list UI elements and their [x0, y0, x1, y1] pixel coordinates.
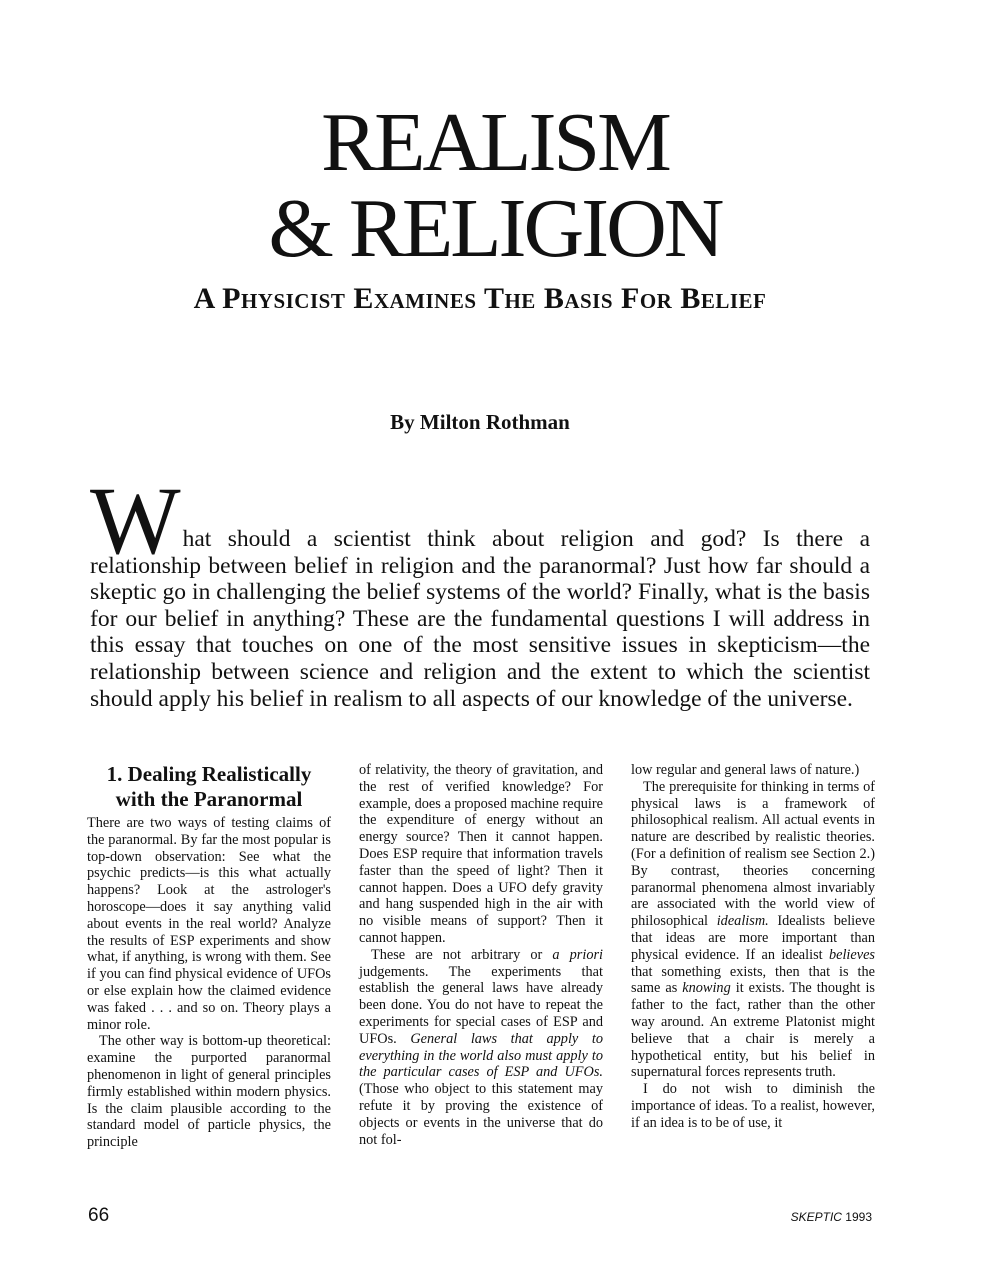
column-2: [359, 762, 603, 1148]
paragraph: The other way is bottom-up theoretical: examine the purported paranormal phenomenon in light of general principles firmly established within modern physics. Is the claim plausible according to the standard model of particle physics, the principle: [87, 1033, 331, 1151]
text-run: The prerequisite for thinking in terms of physical laws is a framework of philosophical realism. All actual events in nature are described by realistic theories. (For a definition of realism see Section 2.) By contrast, theories concerning paranormal phenomena almost invariably are associated with the world view of philosophical: [631, 778, 875, 930]
article-title-line-1: REALISM: [321, 96, 669, 189]
emphasis: a priori: [552, 946, 604, 963]
paragraph: I do not wish to diminish the importance of ideas. To a realist, however, if an idea is to be of use, it: [631, 1081, 875, 1131]
column-1: [87, 762, 331, 1151]
magazine-name: SKEPTIC: [790, 1210, 842, 1224]
section-heading-line-1: 1. Dealing Realistically: [106, 762, 312, 786]
page-number: 66: [88, 1205, 110, 1226]
section-heading-line-2: with the Paranormal: [115, 787, 303, 811]
paragraph: of relativity, the theory of gravitation, and the rest of verified knowledge? For example, does a proposed machine require the expenditure of energy without an energy source? Then it cannot happen. Does ESP require that information travels faster than the speed of light? Then it cannot happen. Does a UFO defy gravity and hang suspended high in the air with no visible means of support? Then it cannot happen.: [359, 762, 603, 946]
publication-info: [770, 1210, 872, 1224]
emphasis: General laws that apply to everything in the world also must apply to the particular cases of ESP and UFOs.: [359, 1030, 603, 1081]
article-subtitle: A Physicist Examines The Basis For Belief: [193, 282, 767, 315]
byline: By Milton Rothman: [390, 410, 570, 434]
article-title-line-2: & RELIGION: [268, 182, 722, 275]
paragraph: [631, 779, 875, 1081]
paragraph: There are two ways of testing claims of the paranormal. By far the most popular is top-down observation: See what the psychic predicts—is this what actually happens? Look at the astrologer's horoscope—does it say anything valid about events in the real world? Analyze the results of ESP experiments and show what, if anything, is wrong with them. See if you can find physical evidence of UFOs or else explain how the claimed evidence was faked . . . and so on. Theory plays a minor role.: [87, 815, 331, 1033]
emphasis: idealism.: [716, 913, 769, 930]
emphasis: knowing: [682, 980, 731, 997]
text-run: These are not arbitrary or: [371, 946, 553, 963]
text-run: Idealists believe that ideas are more important than physical evidence. If an idealist: [631, 913, 875, 963]
intro-text: hat should a scientist think about religion and god? Is there a relationship between belief in religion and the paranormal? Just how far should a skeptic go in challenging the belief systems of the world? Finally, what is the basis for our belief in anything? These are the fundamental questions I will address in this essay that touches on one of the most sensitive issues in skepticism—the relationship between science and religion and the extent to which the scientist should apply his belief in realism to all aspects of our knowledge of the universe.: [90, 526, 870, 712]
text-run: judgements. The experiments that establish the general laws have already been done. You do not have to repeat the experiments for special cases of ESP and UFOs.: [359, 963, 603, 1047]
drop-cap: W: [90, 467, 181, 574]
text-run: that something exists, then that is the same as: [631, 963, 875, 997]
paragraph: [359, 947, 603, 1149]
text-run: (Those who object to this statement may refute it by proving the existence of objects or events in the universe that do not fol-: [359, 1081, 603, 1148]
column-3: [631, 762, 875, 1132]
section-heading: [87, 762, 331, 812]
emphasis: believes: [828, 946, 875, 963]
paragraph: low regular and general laws of nature.): [631, 762, 860, 778]
text-run: it exists. The thought is father to the fact, rather than the other way around. An extreme Platonist might believe that a chair is merely a hypothetical entity, but his belief in supernatural forces represents truth.: [631, 980, 875, 1081]
intro-paragraph: [90, 467, 870, 712]
publication-year: 1993: [845, 1210, 872, 1224]
